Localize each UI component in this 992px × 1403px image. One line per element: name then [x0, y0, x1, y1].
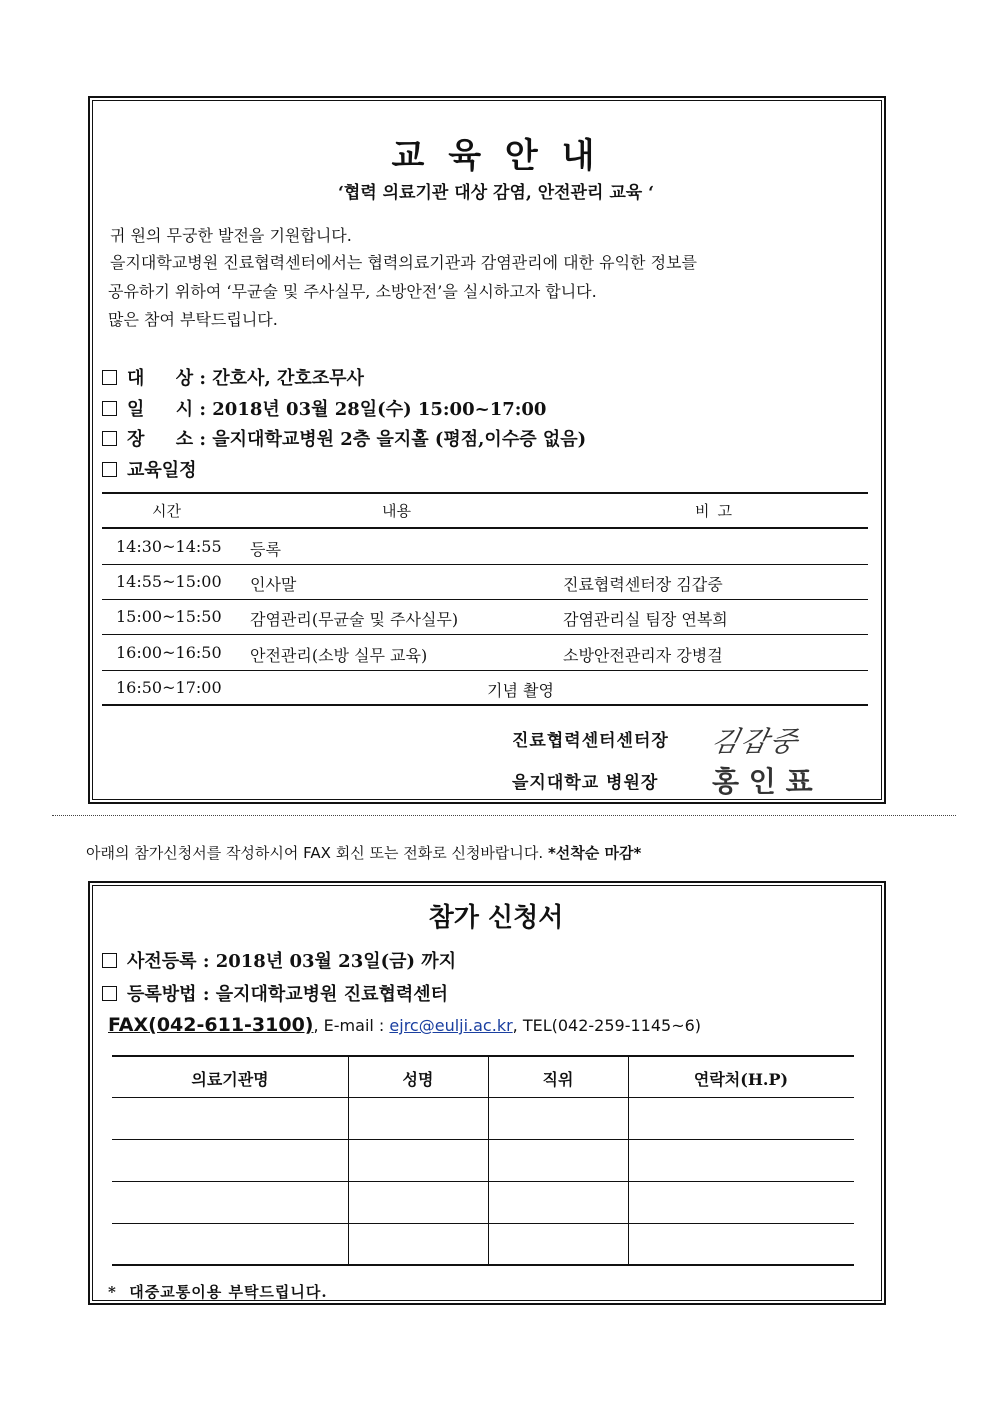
schedule-time: 16:00~16:50 [116, 643, 222, 662]
form-table-bottom-rule [112, 1264, 854, 1266]
schedule-note: 소방안전관리자 강병걸 [563, 646, 723, 665]
notice-paragraph-4: 많은 참여 부탁드립니다. [108, 310, 278, 329]
form-input-cell[interactable] [489, 1099, 627, 1138]
email-link[interactable]: ejrc@eulji.ac.kr [389, 1016, 513, 1035]
form-title: 참가 신청서 [428, 903, 564, 933]
signature-mark-hospital-director: 홍 인 표 [712, 765, 813, 798]
apply-instruction-text: 아래의 참가신청서를 작성하시어 FAX 회신 또는 전화로 신청바랍니다. [86, 844, 548, 862]
notice-item-schedule-text: 교육일정 [127, 460, 197, 481]
apply-instruction [86, 842, 641, 863]
checkbox-icon [102, 401, 117, 416]
form-header-position: 직위 [542, 1070, 574, 1089]
schedule-row-rule [102, 564, 868, 565]
signature-title-hospital-director: 을지대학교 병원장 [512, 773, 659, 793]
fax-number: FAX(042-611-3100) [108, 1014, 314, 1036]
form-item-method [102, 980, 448, 1006]
form-table-top-rule [112, 1055, 854, 1057]
notice-title: 교 육 안 내 [391, 136, 601, 176]
checkbox-icon [102, 431, 117, 446]
form-table-row-rule [112, 1139, 854, 1140]
schedule-time: 15:00~15:50 [116, 607, 222, 626]
form-header-contact: 연락처(H.P) [693, 1070, 789, 1089]
schedule-time: 14:30~14:55 [116, 537, 222, 556]
form-footnote: * 대중교통이용 부탁드립니다. [108, 1283, 328, 1301]
signature-mark-center-director: 김갑중 [708, 725, 803, 758]
contact-line [108, 1014, 701, 1036]
schedule-content: 안전관리(소방 실무 교육) [250, 646, 428, 665]
apply-instruction-emphasis: *선착순 마감* [547, 844, 642, 862]
schedule-header-content: 내용 [382, 502, 411, 520]
form-header-name: 성명 [402, 1070, 434, 1089]
notice-paragraph-2: 을지대학교병원 진료협력센터에서는 협력의료기관과 감염관리에 대한 유익한 정보를 [110, 253, 697, 272]
schedule-time: 16:50~17:00 [116, 678, 222, 697]
checkbox-icon [102, 986, 117, 1001]
schedule-content: 인사말 [250, 575, 297, 594]
notice-paragraph-3: 공유하기 위하여 ‘무균술 및 주사실무, 소방안전’을 실시하고자 합니다. [108, 282, 597, 301]
schedule-content: 감염관리(무균술 및 주사실무) [250, 610, 459, 629]
form-table-row-rule [112, 1181, 854, 1182]
notice-subtitle: ‘협력 의료기관 대상 감염, 안전관리 교육 ‘ [337, 183, 655, 203]
checkbox-icon [102, 953, 117, 968]
notice-item-place-text: 장 소 : 을지대학교병원 2층 을지홀 (평점,이수증 없음) [127, 429, 587, 450]
schedule-header-note: 비고 [695, 502, 740, 520]
form-item-method-text: 등록방법 : 을지대학교병원 진료협력센터 [127, 984, 449, 1005]
telephone-number: , TEL(042-259-1145~6) [512, 1016, 702, 1035]
form-input-cell[interactable] [113, 1099, 347, 1138]
schedule-top-rule [102, 492, 868, 494]
form-input-cell[interactable] [629, 1099, 853, 1138]
notice-item-datetime-text: 일 시 : 2018년 03월 28일(수) 15:00~17:00 [127, 399, 547, 420]
schedule-header-rule [102, 527, 868, 529]
schedule-header-time: 시간 [152, 502, 181, 520]
application-form-box [88, 881, 886, 1305]
schedule-content: 기념 촬영 [487, 681, 554, 700]
email-label: , E-mail : [313, 1016, 390, 1035]
notice-item-target [102, 364, 364, 390]
checkbox-icon [102, 462, 117, 477]
schedule-content: 등록 [250, 540, 281, 559]
form-header-institution: 의료기관명 [191, 1070, 269, 1089]
form-table-header-rule [112, 1097, 854, 1098]
schedule-time: 14:55~15:00 [116, 572, 222, 591]
form-item-preregistration [102, 947, 456, 973]
schedule-bottom-rule [102, 704, 868, 706]
schedule-row-rule [102, 670, 868, 671]
cut-line [52, 815, 956, 816]
schedule-row-rule [102, 599, 868, 600]
form-input-cell[interactable] [349, 1099, 487, 1138]
notice-item-datetime [102, 395, 546, 421]
notice-paragraph-1: 귀 원의 무궁한 발전을 기원합니다. [110, 226, 352, 245]
form-item-preregistration-text: 사전등록 : 2018년 03월 23일(금) 까지 [127, 951, 457, 972]
form-table-row-rule [112, 1223, 854, 1224]
notice-item-schedule [102, 456, 197, 482]
schedule-note: 진료협력센터장 김갑중 [563, 575, 723, 594]
checkbox-icon [102, 370, 117, 385]
signature-title-center-director: 진료협력센터센터장 [512, 731, 669, 751]
notice-item-place [102, 425, 586, 451]
schedule-row-rule [102, 634, 868, 635]
schedule-note: 감염관리실 팀장 연복희 [563, 610, 728, 629]
notice-item-target-text: 대 상 : 간호사, 간호조무사 [127, 368, 364, 389]
